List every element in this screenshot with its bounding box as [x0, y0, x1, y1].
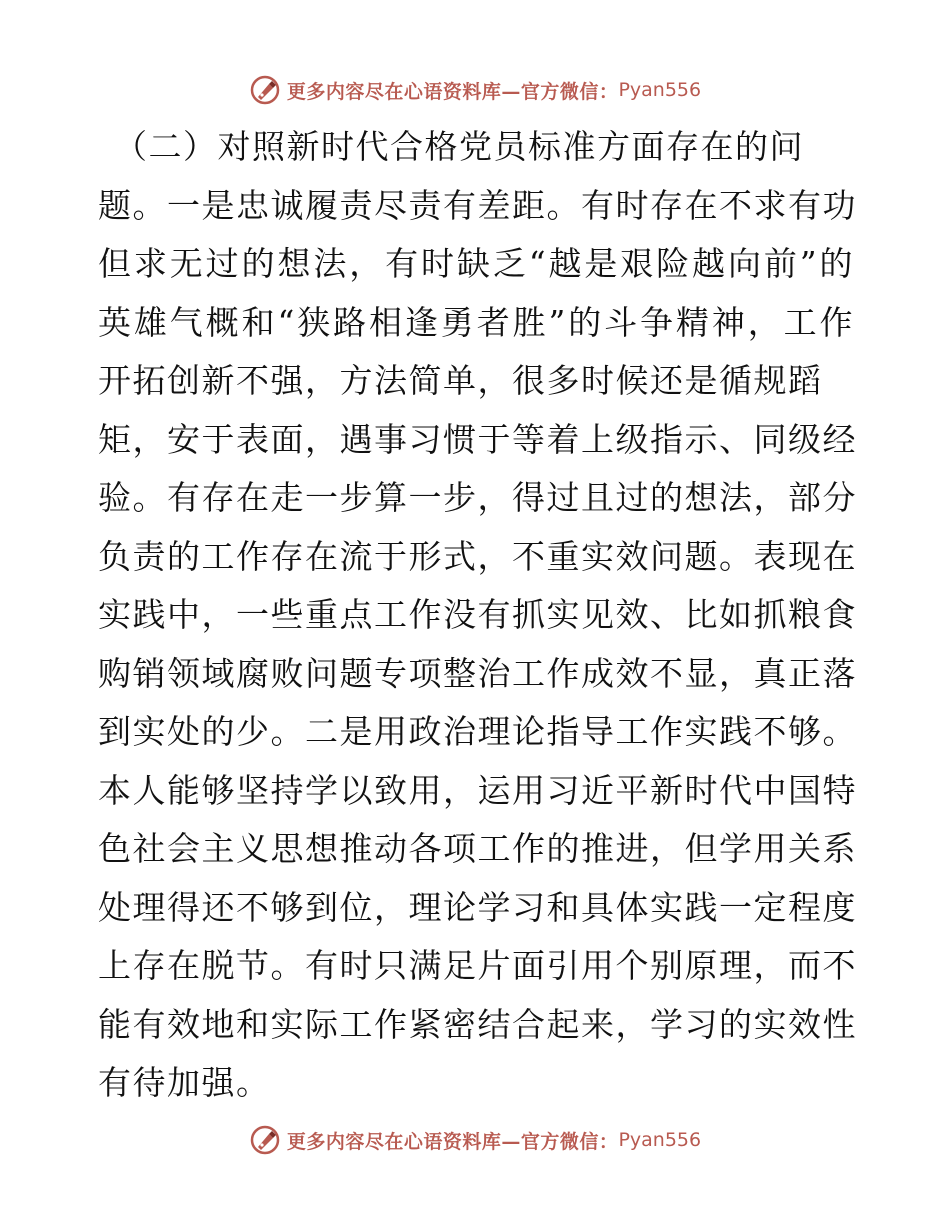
body-line: 处理得还不够到位，理论学习和具体实践一定程度 — [98, 887, 857, 927]
banner-contact-id: Pyan556 — [618, 79, 702, 101]
header-banner — [0, 70, 950, 110]
banner-contact-label: 官方微信： — [520, 80, 619, 103]
body-line: 本人能够坚持学以致用，运用习近平新时代中国特 — [98, 770, 857, 810]
footer-banner — [0, 1120, 950, 1160]
body-line: 英雄气概和“狭路相逢勇者胜”的斗争精神，工作 — [98, 302, 854, 342]
body-line: 负责的工作存在流于形式，不重实效问题。表现在 — [98, 536, 857, 576]
body-line: 验。有存在走一步算一步，得过且过的想法，部分 — [98, 478, 857, 517]
body-line: 色社会主义思想推动各项工作的推进，但学用关系 — [98, 829, 857, 868]
body-line: 实践中，一些重点工作没有抓实见效、比如抓粮食 — [98, 595, 857, 634]
banner-title: 更多内容尽在心语资料库— — [286, 80, 521, 103]
pen-nib-logo-icon — [249, 74, 281, 106]
document-body — [98, 118, 857, 1113]
body-line: 能有效地和实际工作紧密结合起来，学习的实效性 — [98, 1004, 857, 1044]
pen-nib-logo-icon — [249, 1124, 281, 1156]
body-line: 上存在脱节。有时只满足片面引用个别原理，而不 — [98, 946, 857, 985]
body-line: 到实处的少。二是用政治理论指导工作实践不够。 — [98, 712, 857, 751]
footer-title: 更多内容尽在心语资料库— — [286, 1130, 521, 1153]
body-line: 题。一是忠诚履责尽责有差距。有时存在不求有功 — [98, 185, 857, 225]
body-line: 购销领域腐败问题专项整治工作成效不显，真正落 — [98, 653, 857, 693]
footer-contact-label: 官方微信： — [520, 1130, 619, 1153]
body-line: 开拓创新不强，方法简单，很多时候还是循规蹈 — [98, 361, 823, 400]
body-line: 有待加强。 — [98, 1063, 271, 1102]
body-line: 矩，安于表面，遇事习惯于等着上级指示、同级经 — [98, 419, 857, 459]
body-line: （二）对照新时代合格党员标准方面存在的问 — [114, 127, 804, 166]
body-line: 但求无过的想法，有时缺乏“越是艰险越向前”的 — [98, 244, 854, 283]
footer-contact-id: Pyan556 — [618, 1129, 702, 1151]
